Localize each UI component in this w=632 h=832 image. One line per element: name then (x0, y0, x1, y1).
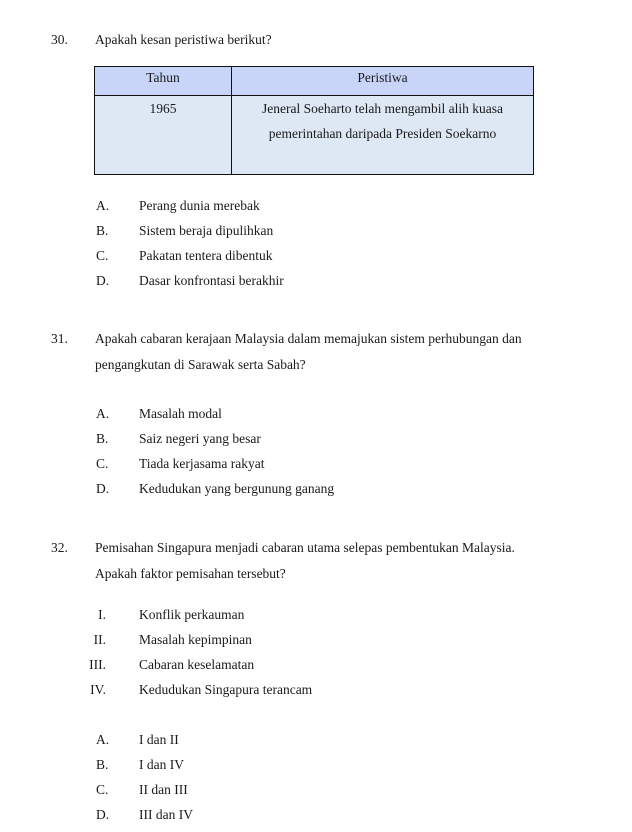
table-row (95, 96, 534, 175)
table-header-row (95, 67, 534, 96)
option-text: Kedudukan yang bergunung ganang (139, 481, 335, 496)
option-text: III dan IV (139, 807, 193, 822)
option-label: B. (96, 431, 109, 446)
option-label: B. (96, 223, 109, 238)
question-text-line-2: pengangkutan di Sarawak serta Sabah? (95, 357, 306, 372)
option-text: Dasar konfrontasi berakhir (139, 273, 284, 288)
statement-text: Masalah kepimpinan (139, 632, 252, 647)
statement-label: III. (89, 657, 106, 672)
option-label: C. (96, 456, 109, 471)
option-label: D. (96, 273, 110, 288)
question-text-line-1: Apakah cabaran kerajaan Malaysia dalam memajukan sistem perhubungan dan (95, 331, 522, 346)
statement-text: Konflik perkauman (139, 607, 245, 622)
option-text: Sistem beraja dipulihkan (139, 223, 274, 238)
option-label: A. (96, 198, 110, 213)
option-text: Masalah modal (139, 406, 222, 421)
statement-label: I. (98, 607, 106, 622)
option-text: Perang dunia merebak (139, 198, 260, 213)
peristiwa-line-2: pemerintahan daripada Presiden Soekarno (268, 126, 497, 141)
peristiwa-line-1: Jeneral Soeharto telah mengambil alih kuasa (261, 101, 504, 116)
statement-text: Kedudukan Singapura terancam (139, 682, 313, 697)
option-text: I dan II (139, 732, 179, 747)
option-label: D. (96, 481, 110, 496)
cell-peristiwa (232, 96, 534, 175)
column-header-peristiwa: Peristiwa (232, 67, 534, 96)
statement-label: II. (93, 632, 106, 647)
option-text: I dan IV (139, 757, 184, 772)
column-header-tahun: Tahun (95, 67, 232, 96)
question-number: 32. (51, 540, 68, 555)
cell-tahun: 1965 (95, 96, 232, 175)
event-table (94, 66, 534, 175)
statement-label: IV. (90, 682, 106, 697)
option-text: Tiada kerjasama rakyat (139, 456, 265, 471)
option-label: A. (96, 406, 110, 421)
option-text: II dan III (139, 782, 188, 797)
question-text: Apakah kesan peristiwa berikut? (95, 32, 272, 47)
option-label: C. (96, 248, 109, 263)
question-text-line-2: Apakah faktor pemisahan tersebut? (95, 566, 286, 581)
question-number: 30. (51, 32, 68, 47)
option-label: C. (96, 782, 109, 797)
question-number: 31. (51, 331, 68, 346)
option-label: B. (96, 757, 109, 772)
option-text: Pakatan tentera dibentuk (139, 248, 273, 263)
option-text: Saiz negeri yang besar (139, 431, 261, 446)
statement-text: Cabaran keselamatan (139, 657, 255, 672)
option-label: A. (96, 732, 110, 747)
option-label: D. (96, 807, 110, 822)
question-text-line-1: Pemisahan Singapura menjadi cabaran utama selepas pembentukan Malaysia. (95, 540, 515, 555)
